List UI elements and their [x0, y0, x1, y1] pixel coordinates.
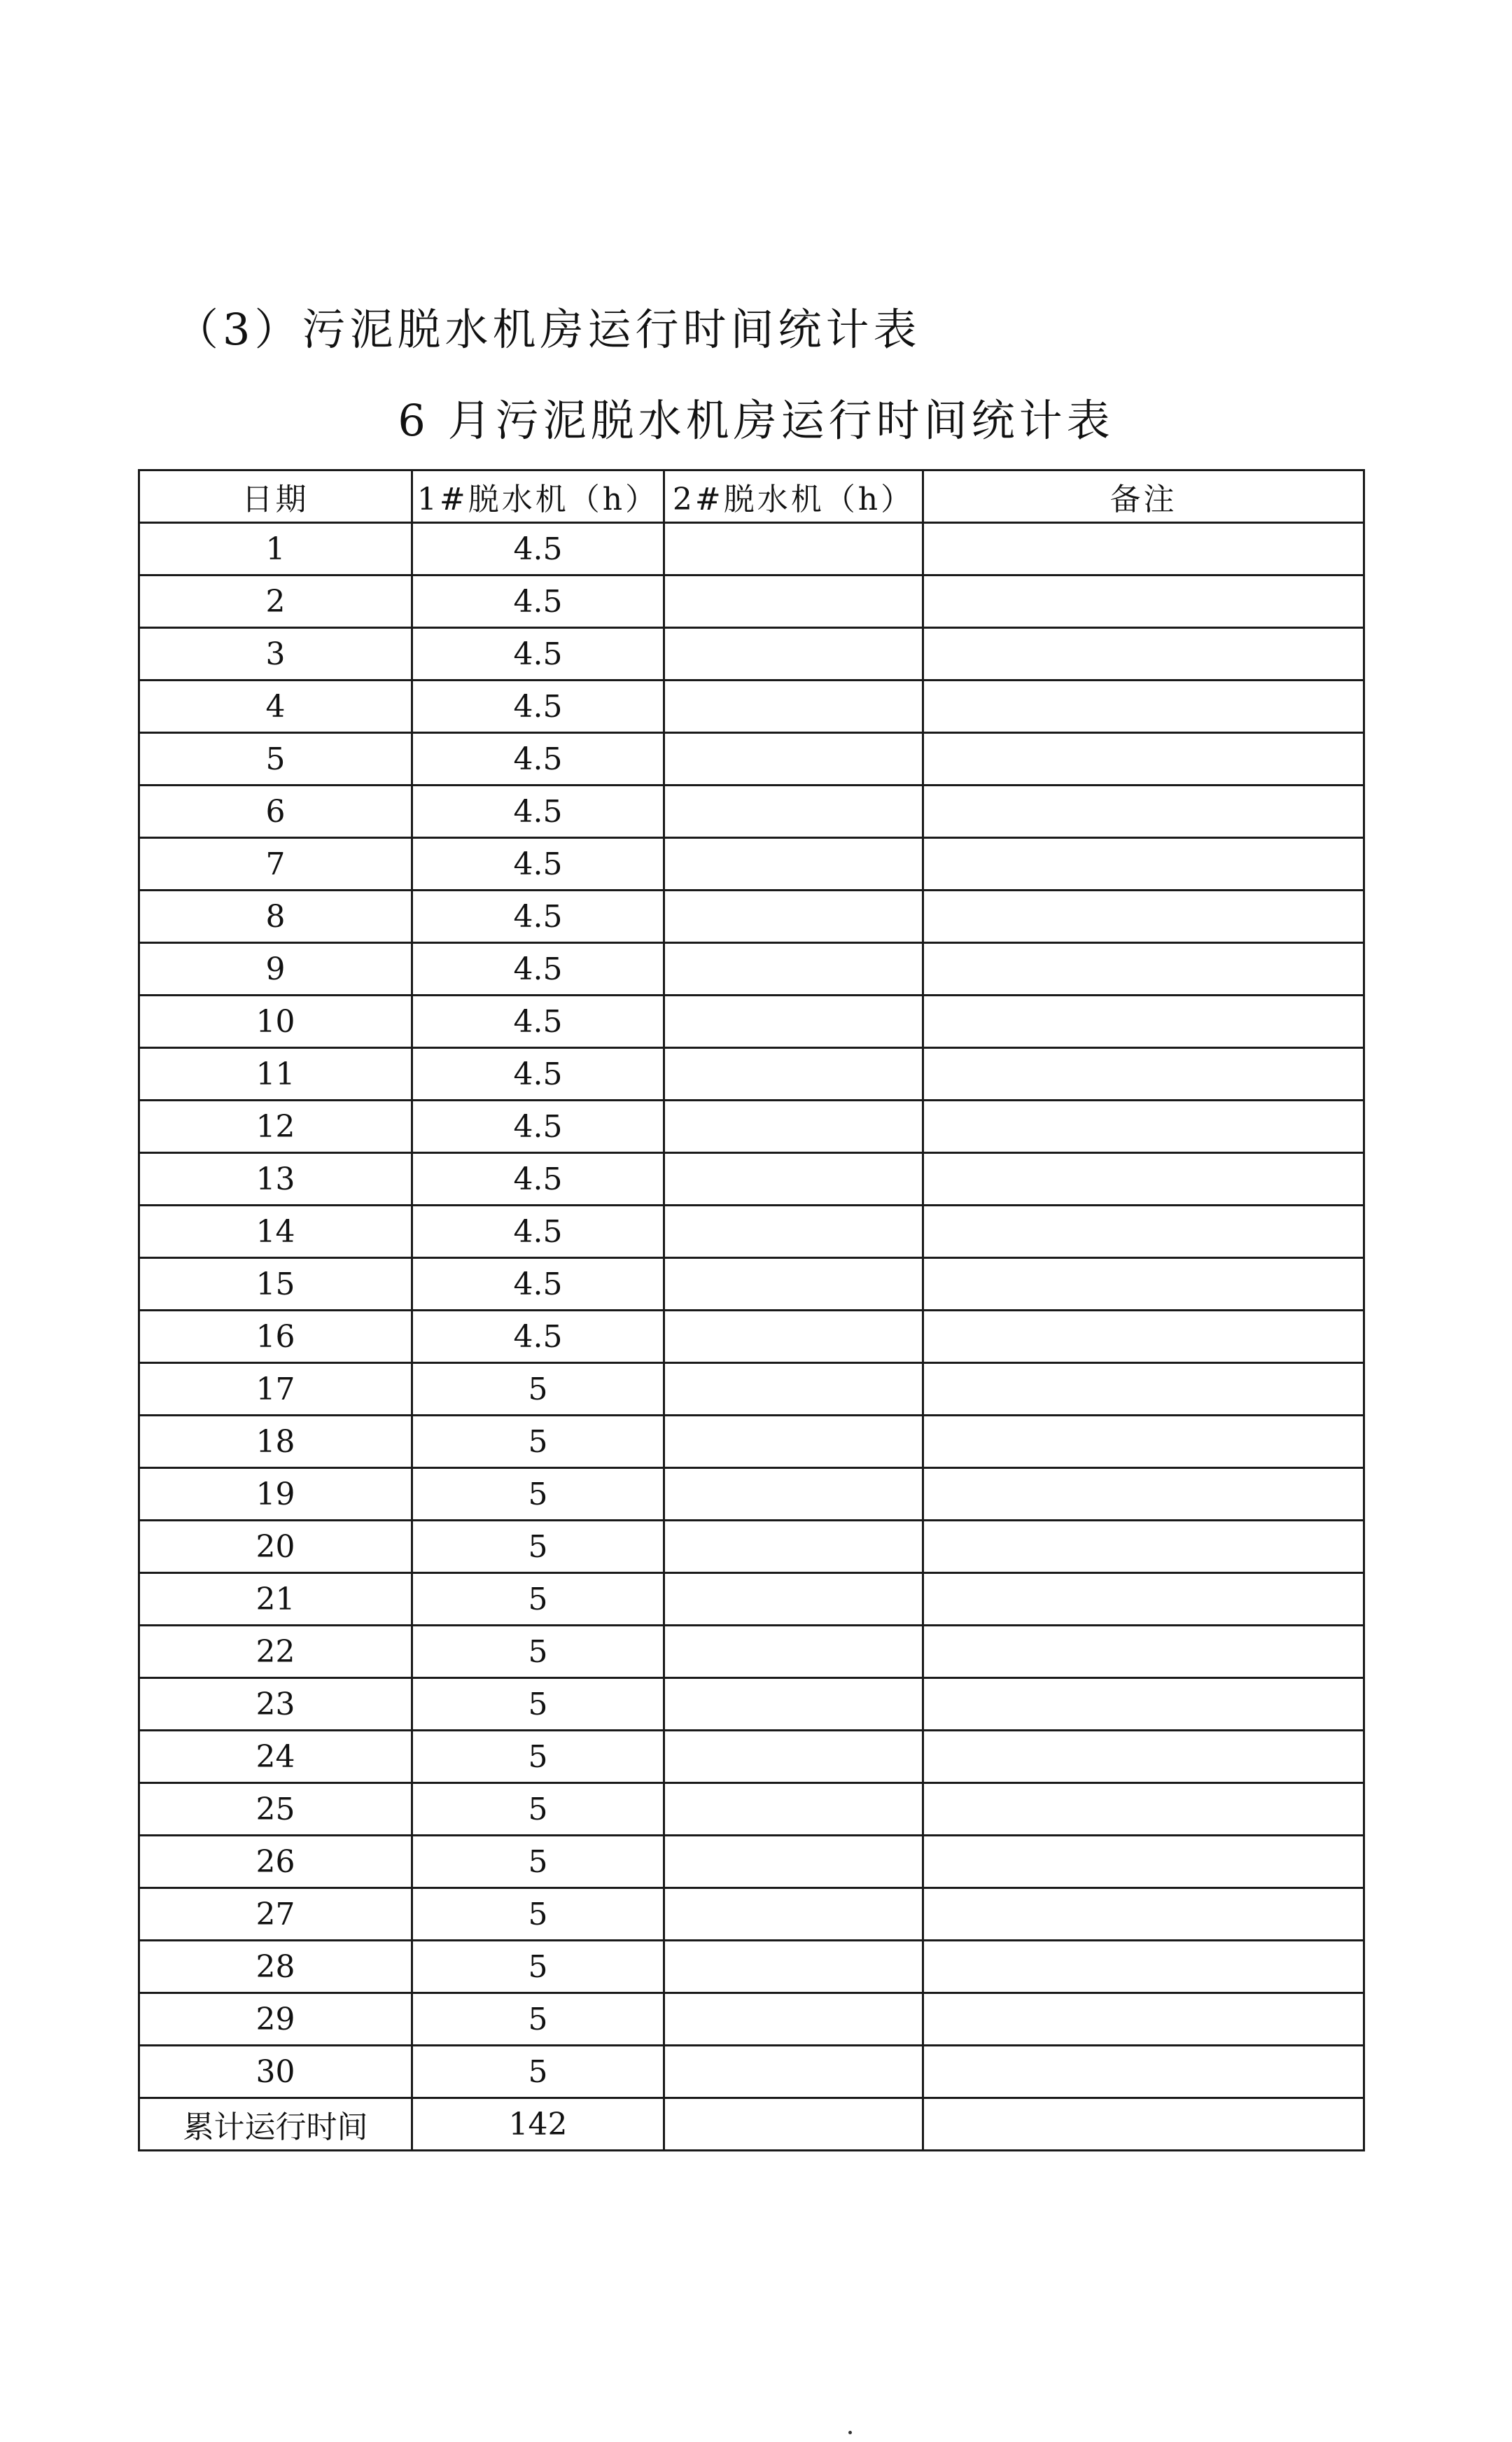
cell-machine-2 — [664, 891, 923, 943]
cell-machine-1: 5 — [412, 1941, 664, 1993]
cell-machine-2 — [664, 1941, 923, 1993]
cell-note — [923, 1311, 1364, 1363]
table-row — [139, 1101, 1364, 1153]
cell-date: 12 — [139, 1101, 412, 1153]
cell-machine-1: 4.5 — [412, 628, 664, 681]
table-row — [139, 1416, 1364, 1468]
cell-note — [923, 1258, 1364, 1311]
cell-machine-1: 4.5 — [412, 891, 664, 943]
cell-note — [923, 628, 1364, 681]
cell-note — [923, 1993, 1364, 2046]
table-row — [139, 891, 1364, 943]
header-machine-1: 1#脱水机（h） — [412, 470, 664, 523]
cell-machine-2 — [664, 1731, 923, 1783]
cell-machine-2 — [664, 943, 923, 996]
cell-machine-1: 5 — [412, 1993, 664, 2046]
table-row — [139, 1836, 1364, 1888]
page-dot — [848, 2431, 852, 2434]
cell-note — [923, 1468, 1364, 1521]
cell-note — [923, 1626, 1364, 1678]
cell-note — [923, 838, 1364, 891]
table-header-row — [139, 470, 1364, 523]
cell-note — [923, 733, 1364, 786]
cell-machine-2 — [664, 786, 923, 838]
table-row — [139, 1153, 1364, 1206]
cell-machine-1: 5 — [412, 1416, 664, 1468]
cell-machine-2 — [664, 1048, 923, 1101]
runtime-table — [138, 469, 1365, 2151]
cell-machine-2 — [664, 1521, 923, 1573]
cell-machine-2 — [664, 2046, 923, 2098]
table-body — [139, 523, 1364, 2098]
cell-note — [923, 1416, 1364, 1468]
cell-note — [923, 1731, 1364, 1783]
cell-date: 26 — [139, 1836, 412, 1888]
cell-note — [923, 1678, 1364, 1731]
cell-machine-1: 4.5 — [412, 733, 664, 786]
cell-date: 13 — [139, 1153, 412, 1206]
table-row — [139, 1993, 1364, 2046]
cell-date: 23 — [139, 1678, 412, 1731]
cell-machine-2 — [664, 1258, 923, 1311]
cell-machine-2 — [664, 681, 923, 733]
cell-date: 19 — [139, 1468, 412, 1521]
cell-date: 20 — [139, 1521, 412, 1573]
cell-machine-1: 5 — [412, 1888, 664, 1941]
section-heading: （3）污泥脱水机房运行时间统计表 — [175, 304, 921, 355]
cell-machine-1: 4.5 — [412, 1101, 664, 1153]
cell-machine-1: 4.5 — [412, 786, 664, 838]
cell-date: 8 — [139, 891, 412, 943]
cell-date: 28 — [139, 1941, 412, 1993]
cell-machine-1: 4.5 — [412, 1258, 664, 1311]
cell-note — [923, 681, 1364, 733]
cell-machine-1: 5 — [412, 1731, 664, 1783]
cell-date: 1 — [139, 523, 412, 575]
cell-machine-2 — [664, 1783, 923, 1836]
cell-machine-1: 4.5 — [412, 838, 664, 891]
cell-machine-2 — [664, 1416, 923, 1468]
cell-machine-2 — [664, 628, 923, 681]
cell-machine-2 — [664, 1153, 923, 1206]
cell-note — [923, 891, 1364, 943]
total-machine-1: 142 — [412, 2098, 664, 2151]
cell-note — [923, 996, 1364, 1048]
cell-date: 3 — [139, 628, 412, 681]
cell-machine-2 — [664, 996, 923, 1048]
cell-note — [923, 523, 1364, 575]
cell-note — [923, 2046, 1364, 2098]
cell-machine-2 — [664, 1836, 923, 1888]
cell-note — [923, 1836, 1364, 1888]
total-row — [139, 2098, 1364, 2151]
cell-machine-1: 4.5 — [412, 943, 664, 996]
cell-machine-2 — [664, 838, 923, 891]
cell-machine-2 — [664, 575, 923, 628]
cell-date: 16 — [139, 1311, 412, 1363]
cell-note — [923, 943, 1364, 996]
cell-date: 14 — [139, 1206, 412, 1258]
cell-machine-2 — [664, 1626, 923, 1678]
table-row — [139, 1783, 1364, 1836]
cell-machine-2 — [664, 1311, 923, 1363]
cell-machine-1: 4.5 — [412, 681, 664, 733]
table-row — [139, 1941, 1364, 1993]
table-row — [139, 1048, 1364, 1101]
table-row — [139, 1731, 1364, 1783]
cell-date: 4 — [139, 681, 412, 733]
cell-note — [923, 1363, 1364, 1416]
table-title: 6 月污泥脱水机房运行时间统计表 — [398, 395, 1114, 446]
cell-machine-1: 5 — [412, 2046, 664, 2098]
total-label: 累计运行时间 — [139, 2098, 412, 2151]
cell-machine-1: 4.5 — [412, 1311, 664, 1363]
cell-machine-1: 4.5 — [412, 523, 664, 575]
cell-note — [923, 786, 1364, 838]
table-row — [139, 838, 1364, 891]
table-row — [139, 1678, 1364, 1731]
cell-machine-2 — [664, 1888, 923, 1941]
table-row — [139, 1311, 1364, 1363]
cell-note — [923, 1048, 1364, 1101]
cell-date: 27 — [139, 1888, 412, 1941]
cell-date: 9 — [139, 943, 412, 996]
cell-machine-2 — [664, 1101, 923, 1153]
table-row — [139, 1363, 1364, 1416]
cell-date: 18 — [139, 1416, 412, 1468]
table-row — [139, 733, 1364, 786]
cell-date: 25 — [139, 1783, 412, 1836]
cell-date: 22 — [139, 1626, 412, 1678]
cell-machine-1: 4.5 — [412, 575, 664, 628]
table-row — [139, 996, 1364, 1048]
cell-note — [923, 1573, 1364, 1626]
cell-machine-1: 5 — [412, 1678, 664, 1731]
cell-machine-2 — [664, 1573, 923, 1626]
cell-machine-1: 5 — [412, 1626, 664, 1678]
cell-machine-1: 4.5 — [412, 1048, 664, 1101]
cell-machine-2 — [664, 523, 923, 575]
header-note: 备注 — [923, 470, 1364, 523]
cell-machine-2 — [664, 1678, 923, 1731]
cell-machine-2 — [664, 1206, 923, 1258]
cell-machine-2 — [664, 1468, 923, 1521]
cell-note — [923, 1153, 1364, 1206]
table-row — [139, 1573, 1364, 1626]
cell-note — [923, 1206, 1364, 1258]
cell-machine-2 — [664, 1363, 923, 1416]
total-note — [923, 2098, 1364, 2151]
cell-date: 7 — [139, 838, 412, 891]
cell-note — [923, 575, 1364, 628]
cell-machine-2 — [664, 733, 923, 786]
cell-machine-1: 5 — [412, 1468, 664, 1521]
cell-date: 15 — [139, 1258, 412, 1311]
cell-machine-2 — [664, 1993, 923, 2046]
cell-note — [923, 1941, 1364, 1993]
table-row — [139, 1888, 1364, 1941]
cell-date: 10 — [139, 996, 412, 1048]
table-row — [139, 523, 1364, 575]
cell-date: 21 — [139, 1573, 412, 1626]
cell-note — [923, 1888, 1364, 1941]
cell-date: 11 — [139, 1048, 412, 1101]
table-row — [139, 1626, 1364, 1678]
total-machine-2 — [664, 2098, 923, 2151]
cell-date: 30 — [139, 2046, 412, 2098]
cell-machine-1: 5 — [412, 1521, 664, 1573]
table-row — [139, 2046, 1364, 2098]
cell-note — [923, 1101, 1364, 1153]
cell-machine-1: 5 — [412, 1836, 664, 1888]
table-row — [139, 1258, 1364, 1311]
cell-date: 2 — [139, 575, 412, 628]
cell-date: 24 — [139, 1731, 412, 1783]
cell-machine-1: 5 — [412, 1363, 664, 1416]
table-row — [139, 786, 1364, 838]
table-row — [139, 943, 1364, 996]
cell-date: 17 — [139, 1363, 412, 1416]
cell-date: 29 — [139, 1993, 412, 2046]
cell-date: 6 — [139, 786, 412, 838]
cell-note — [923, 1783, 1364, 1836]
cell-machine-1: 4.5 — [412, 1153, 664, 1206]
table-row — [139, 575, 1364, 628]
table-row — [139, 681, 1364, 733]
cell-note — [923, 1521, 1364, 1573]
header-machine-2: 2#脱水机（h） — [664, 470, 923, 523]
cell-machine-1: 5 — [412, 1783, 664, 1836]
table-row — [139, 1521, 1364, 1573]
cell-machine-1: 5 — [412, 1573, 664, 1626]
cell-date: 5 — [139, 733, 412, 786]
cell-machine-1: 4.5 — [412, 1206, 664, 1258]
header-date: 日期 — [139, 470, 412, 523]
table-row — [139, 1206, 1364, 1258]
table-row — [139, 1468, 1364, 1521]
table-row — [139, 628, 1364, 681]
cell-machine-1: 4.5 — [412, 996, 664, 1048]
